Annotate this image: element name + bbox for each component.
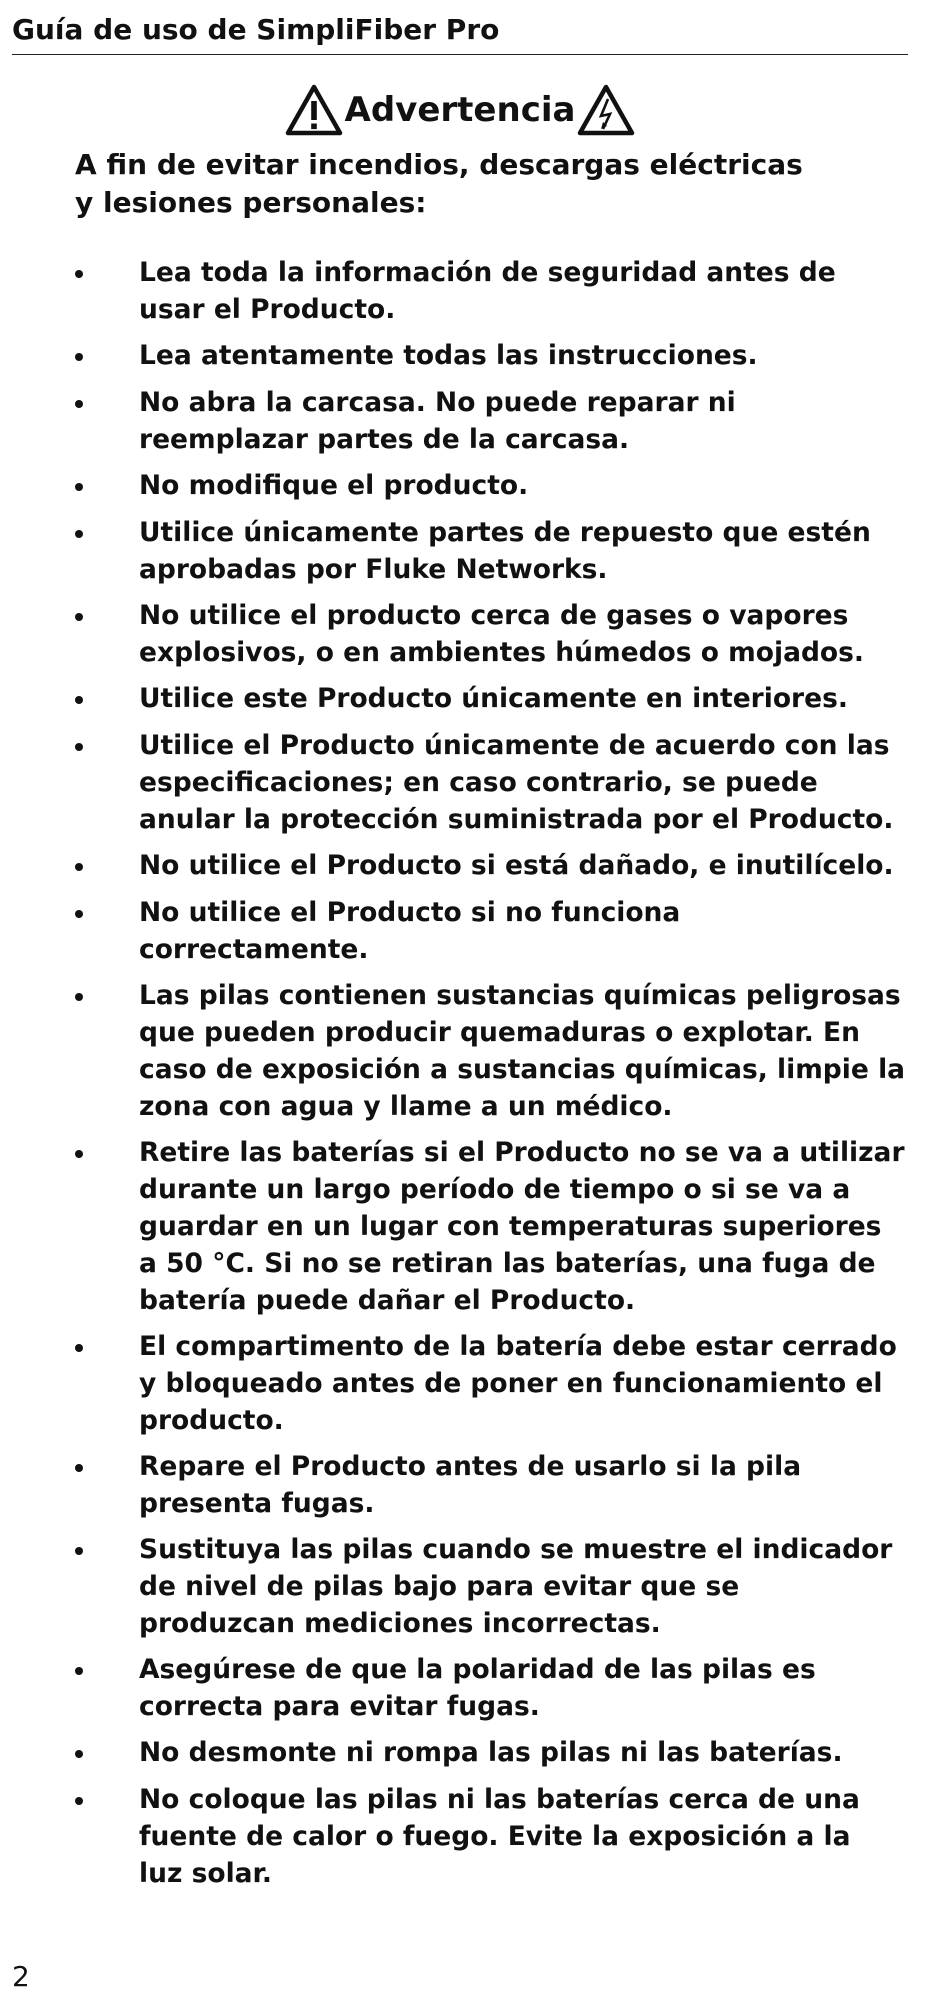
bullet-icon — [75, 613, 83, 621]
list-item-text — [139, 384, 899, 458]
bullet-icon — [75, 1344, 83, 1352]
list-item-line: No coloque las pilas ni las baterías cerca de una — [139, 1784, 860, 1815]
list-item-line: No utilice el producto cerca de gases o vapores — [139, 600, 849, 631]
list-item-line: guardar en un lugar con temperaturas superiores — [139, 1211, 882, 1242]
warning-intro-line: y lesiones personales: — [75, 186, 427, 219]
list-item-line: anular la protección suministrada por el Producto. — [139, 804, 894, 835]
list-item-line: producto. — [139, 1405, 284, 1436]
bullet-icon — [75, 353, 83, 361]
list-item-line: usar el Producto. — [139, 294, 396, 325]
bullet-icon — [75, 1464, 83, 1472]
bullet-icon — [75, 483, 83, 491]
list-item-line: Repare el Producto antes de usarlo si la pila — [139, 1451, 802, 1482]
list-item-line: No abra la carcasa. No puede reparar ni — [139, 387, 736, 418]
bullet-icon — [75, 1150, 83, 1158]
list-item-line: batería puede dañar el Producto. — [139, 1285, 636, 1316]
list-item-line: presenta fugas. — [139, 1488, 375, 1519]
list-item-line: Sustituya las pilas cuando se muestre el indicador — [139, 1534, 893, 1565]
list-item-line: explosivos, o en ambientes húmedos o mojados. — [139, 637, 864, 668]
list-item-text — [139, 847, 899, 884]
list-item-text — [139, 977, 906, 1125]
list-item-line: que pueden producir quemaduras o explotar. En — [139, 1017, 860, 1048]
list-item-line: Las pilas contienen sustancias químicas peligrosas — [139, 980, 901, 1011]
list-item-line: Utilice el Producto únicamente de acuerdo con las — [139, 730, 890, 761]
list-item-line: No utilice el Producto si está dañado, e inutilícelo. — [139, 850, 894, 881]
bullet-icon — [75, 993, 83, 1001]
list-item-line: aprobadas por Fluke Networks. — [139, 554, 608, 585]
list-item-text — [139, 727, 899, 838]
list-item-line: Lea toda la información de seguridad antes de — [139, 257, 836, 288]
bullet-icon — [75, 863, 83, 871]
list-item-text — [139, 1781, 899, 1892]
list-item-line: Utilice únicamente partes de repuesto que estén — [139, 517, 871, 548]
list-item-text — [139, 680, 899, 717]
list-item-text — [139, 894, 899, 968]
list-item-line: durante un largo período de tiempo o si se va a — [139, 1174, 851, 1205]
bullet-icon — [75, 1750, 83, 1758]
bullet-icon — [75, 1547, 83, 1555]
list-item-text — [139, 514, 899, 588]
list-item-text — [139, 1328, 899, 1439]
list-item-line: Utilice este Producto únicamente en interiores. — [139, 683, 848, 714]
list-item-text — [139, 1531, 899, 1642]
bullet-icon — [75, 270, 83, 278]
list-item-text — [139, 254, 899, 328]
list-item-line: caso de exposición a sustancias químicas, limpie la — [139, 1054, 906, 1085]
list-item-text — [139, 467, 899, 504]
list-item-text — [139, 597, 899, 671]
list-item-line: El compartimento de la batería debe estar cerrado — [139, 1331, 897, 1362]
list-item-text — [139, 1448, 899, 1522]
bullet-icon — [75, 1667, 83, 1675]
list-item-line: reemplazar partes de la carcasa. — [139, 424, 630, 455]
bullet-icon — [75, 1797, 83, 1805]
list-item-line: especificaciones; en caso contrario, se puede — [139, 767, 818, 798]
list-item-line: No desmonte ni rompa las pilas ni las baterías. — [139, 1737, 843, 1768]
list-item-line: Asegúrese de que la polaridad de las pilas es — [139, 1654, 816, 1685]
bullet-icon — [75, 530, 83, 538]
list-item-line: correcta para evitar fugas. — [139, 1691, 540, 1722]
warning-intro-line: A fin de evitar incendios, descargas eléctricas — [75, 148, 803, 181]
list-item-text — [139, 337, 899, 374]
list-item-line: Retire las baterías si el Producto no se va a utilizar — [139, 1137, 905, 1168]
list-item-text — [139, 1734, 899, 1771]
list-item-line: y bloqueado antes de poner en funcionamiento el — [139, 1368, 883, 1399]
list-item-text — [139, 1651, 899, 1725]
list-item-line: No modifique el producto. — [139, 470, 529, 501]
page-number: 2 — [12, 1960, 30, 1993]
list-item-line: zona con agua y llame a un médico. — [139, 1091, 673, 1122]
list-item-line: luz solar. — [139, 1858, 272, 1889]
list-item-line: a 50 °C. Si no se retiran las baterías, una fuga de — [139, 1248, 876, 1279]
bullet-icon — [75, 400, 83, 408]
bullet-icon — [75, 696, 83, 704]
warning-title: Advertencia — [344, 90, 576, 130]
list-item-line: Lea atentamente todas las instrucciones. — [139, 340, 758, 371]
list-item-line: No utilice el Producto si no funciona — [139, 897, 681, 928]
list-item-text — [139, 1134, 905, 1319]
document-title: Guía de uso de SimpliFiber Pro — [12, 13, 500, 46]
list-item-line: de nivel de pilas bajo para evitar que se — [139, 1571, 740, 1602]
list-item-line: produzcan mediciones incorrectas. — [139, 1608, 661, 1639]
list-item-line: correctamente. — [139, 934, 369, 965]
bullet-icon — [75, 910, 83, 918]
list-item-line: fuente de calor o fuego. Evite la exposición a la — [139, 1821, 851, 1852]
bullet-icon — [75, 743, 83, 751]
